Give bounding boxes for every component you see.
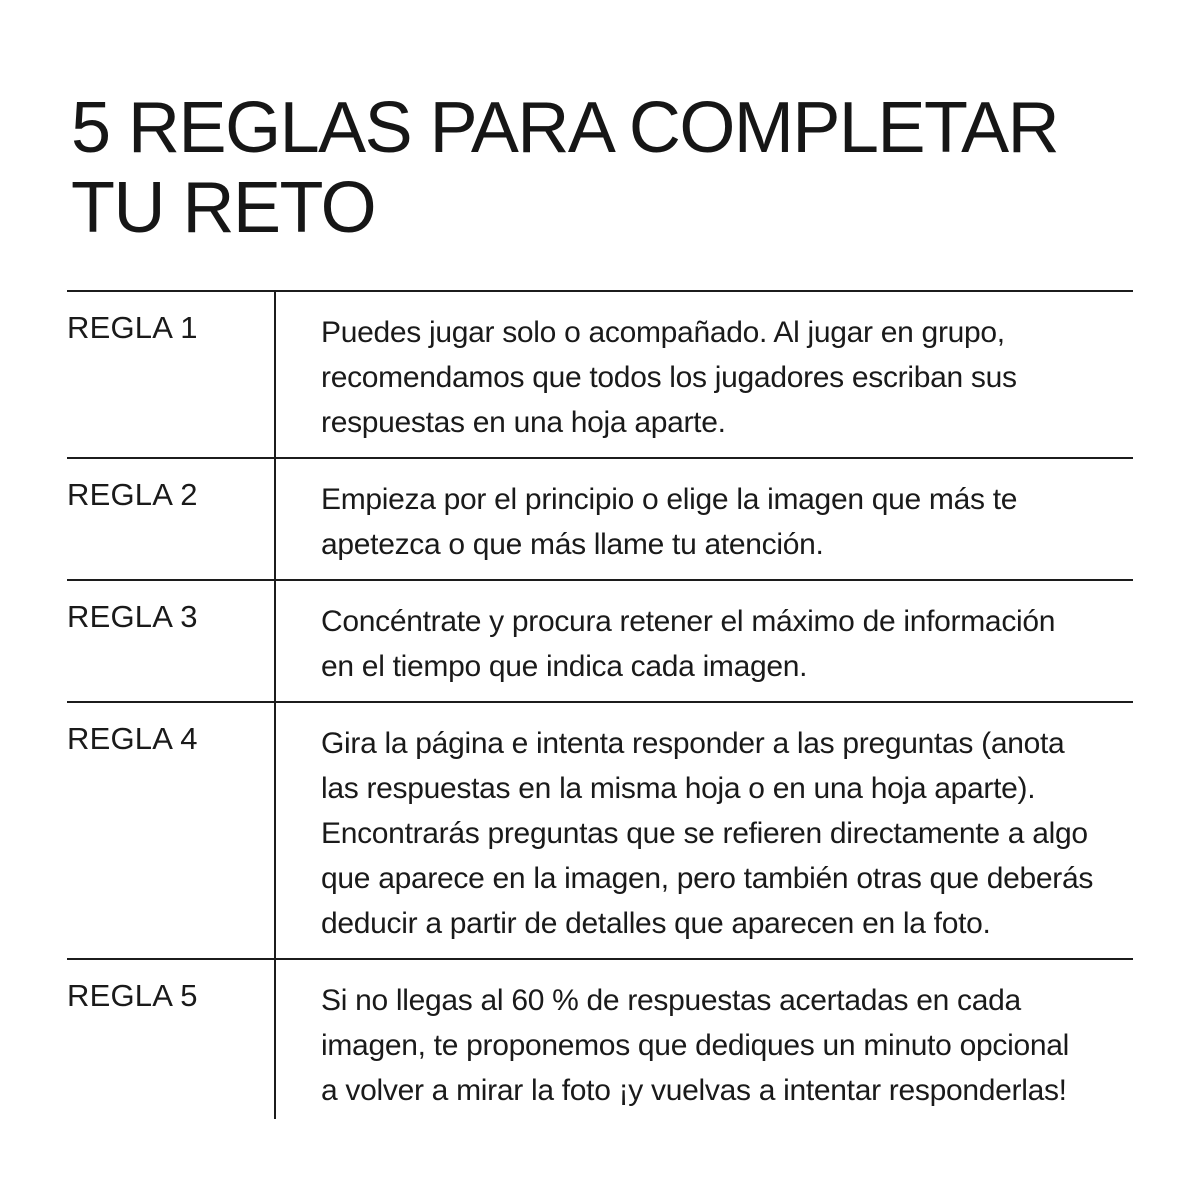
rule-text-line: respuestas en una hoja aparte. [321,406,726,439]
rule-row-2 [67,457,1133,579]
column-divider [274,292,276,1119]
page-title-line-2: TU RETO [71,168,376,248]
rule-text-2 [276,459,1133,579]
rule-row-5 [67,958,1133,1119]
rule-text-line: apetezca o que más llame tu atención. [321,528,824,561]
rules-table [67,290,1133,1119]
rule-label-3: REGLA 3 [67,599,198,634]
rule-text-line: recomendamos que todos los jugadores escriban sus [321,361,1017,394]
rule-text-line: las respuestas en la misma hoja o en una hoja aparte). [321,772,1036,805]
rule-text-1 [276,292,1133,457]
rule-row-1 [67,292,1133,457]
rule-text-line: que aparece en la imagen, pero también otras que deberás [321,862,1094,895]
rule-text-line: en el tiempo que indica cada imagen. [321,650,808,683]
rule-text-line: Concéntrate y procura retener el máximo de información [321,605,1056,638]
rule-text-line: Si no llegas al 60 % de respuestas acertadas en cada [321,984,1021,1017]
rule-label-4: REGLA 4 [67,721,198,756]
rule-label-5: REGLA 5 [67,978,198,1013]
rule-text-line: Puedes jugar solo o acompañado. Al jugar en grupo, [321,316,1005,349]
page-title [71,88,1200,248]
rule-row-3 [67,579,1133,701]
rule-text-line: deducir a partir de detalles que aparecen en la foto. [321,907,991,940]
rule-text-5 [276,960,1133,1119]
rule-text-line: Gira la página e intenta responder a las preguntas (anota [321,727,1065,760]
rule-row-4 [67,701,1133,958]
rule-text-3 [276,581,1133,701]
rule-label-2: REGLA 2 [67,477,198,512]
rule-label-1: REGLA 1 [67,310,198,345]
rule-text-line: Encontrarás preguntas que se refieren directamente a algo [321,817,1088,850]
rule-text-4 [276,703,1133,958]
page-title-line-1: 5 REGLAS PARA COMPLETAR [71,88,1059,168]
rule-text-line: Empieza por el principio o elige la imagen que más te [321,483,1018,516]
rule-text-line: a volver a mirar la foto ¡y vuelvas a intentar responderlas! [321,1074,1067,1107]
rule-text-line: imagen, te proponemos que dediques un minuto opcional [321,1029,1069,1062]
